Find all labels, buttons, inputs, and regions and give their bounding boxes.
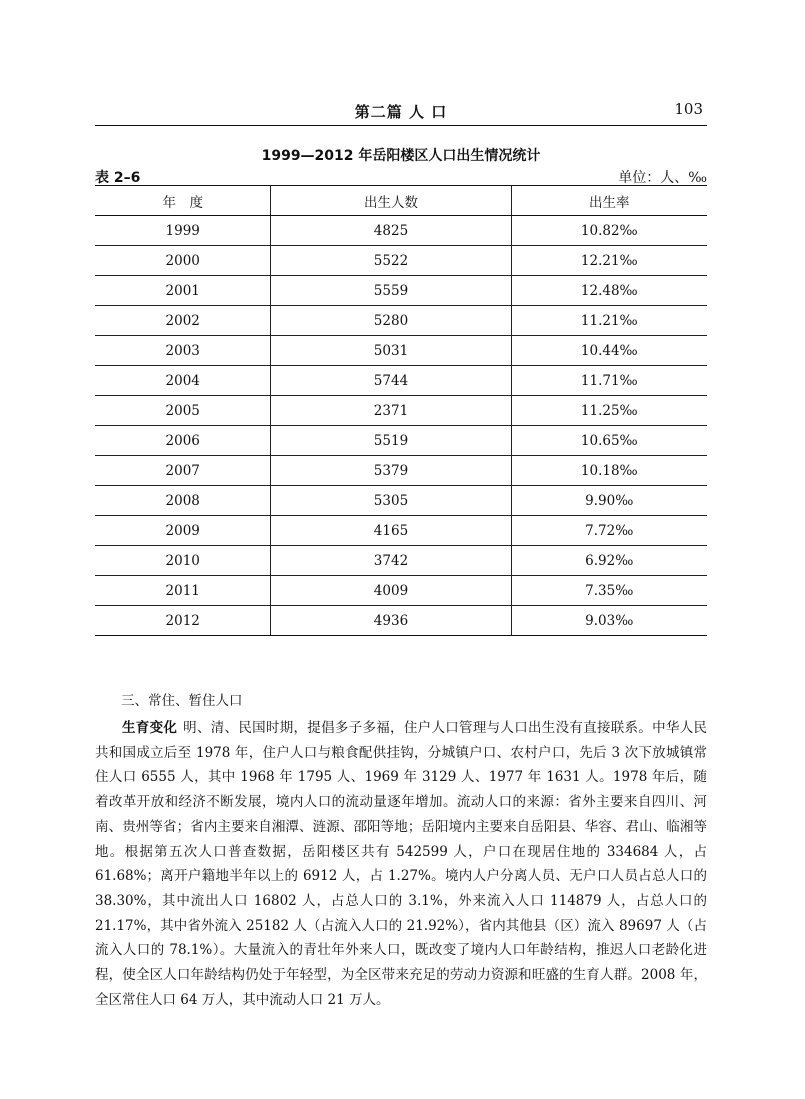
table-row (95, 276, 707, 306)
year-cell: 2003 (95, 336, 271, 366)
year-cell: 2011 (95, 576, 271, 606)
column-header-birth-rate: 出生率 (511, 186, 707, 216)
birth-rate-cell: 11.21‰ (511, 306, 707, 336)
table-title: 1999—2012 年岳阳楼区人口出生情况统计 (261, 148, 541, 164)
birth-rate-cell: 7.72‰ (511, 516, 707, 546)
year-cell: 1999 (95, 216, 271, 246)
births-cell: 4825 (271, 216, 511, 246)
births-cell: 5031 (271, 336, 511, 366)
births-cell: 5280 (271, 306, 511, 336)
table-row (95, 396, 707, 426)
birth-rate-cell: 6.92‰ (511, 546, 707, 576)
year-cell: 2009 (95, 516, 271, 546)
birth-rate-cell: 11.71‰ (511, 366, 707, 396)
births-cell: 5744 (271, 366, 511, 396)
table-row (95, 366, 707, 396)
birth-rate-cell: 9.03‰ (511, 606, 707, 636)
births-cell: 2371 (271, 396, 511, 426)
birth-rate-cell: 9.90‰ (511, 486, 707, 516)
column-header-births: 出生人数 (271, 186, 511, 216)
births-cell: 5519 (271, 426, 511, 456)
paragraph-lead: 生育变化 (122, 720, 178, 736)
birth-rate-cell: 7.35‰ (511, 576, 707, 606)
table-row (95, 486, 707, 516)
table-code: 表 2–6 (95, 170, 141, 186)
table-row (95, 426, 707, 456)
section-heading: 三、常住、暂住人口 (121, 693, 243, 709)
births-cell: 5559 (271, 276, 511, 306)
birth-statistics-table (95, 185, 707, 636)
birth-rate-cell: 11.25‰ (511, 396, 707, 426)
table-row (95, 246, 707, 276)
year-cell: 2005 (95, 396, 271, 426)
chapter-title: 第二篇 人 口 (354, 103, 448, 121)
births-cell: 5522 (271, 246, 511, 276)
births-cell: 4009 (271, 576, 511, 606)
table-row (95, 546, 707, 576)
year-cell: 2002 (95, 306, 271, 336)
table-row (95, 606, 707, 636)
birth-rate-cell: 12.21‰ (511, 246, 707, 276)
table-row (95, 456, 707, 486)
births-cell: 4165 (271, 516, 511, 546)
year-cell: 2008 (95, 486, 271, 516)
year-cell: 2012 (95, 606, 271, 636)
paragraph-text: 明、清、民国时期，提倡多子多福，住户人口管理与人口出生没有直接联系。中华人民共和国成立后至 1978 年，住户人口与粮食配供挂钩，分城镇户口、农村户口，先后 3 次下放城镇常住人口 6555 人，其中 1968 年 1795 人、1969 年 3129 人、1977 年 1631 人。1978 年后，随着改革开放和经济不断发展，境内人口的流动量逐年增加。流动人口的来源：省外主要来自四川、河南、贵州等省；省内主要来自湘潭、涟源、邵阳等地；岳阳境内主要来自岳阳县、华容、君山、临湘等地。根据第五次人口普查数据，岳阳楼区共有 542599 人，户口在现居住地的 334684 人，占 61.68%；离开户籍地半年以上的 6912 人，占 1.27%。境内人户分离人员、无户口人员占总人口的 38.30%，其中流出人口 16802 人，占总人口的 3.1%，外来流入人口 114879 人，占总人口的 21.17%，其中省外流入 25182 人（占流入人口的 21.92%），省内其他县（区）流入 89697 人（占流入人口的 78.1%）。大量流入的青壮年外来人口，既改变了境内人口年龄结构，推迟人口老龄化进程，使全区人口年龄结构仍处于年轻型，为全区带来充足的劳动力资源和旺盛的生育人群。2008 年，全区常住人口 64 万人，其中流动人口 21 万人。 (95, 720, 707, 1008)
table-unit: 单位：人、‰ (618, 170, 707, 186)
births-cell: 4936 (271, 606, 511, 636)
births-cell: 3742 (271, 546, 511, 576)
table-row (95, 306, 707, 336)
birth-rate-cell: 10.65‰ (511, 426, 707, 456)
table-header-row (95, 186, 707, 216)
birth-rate-cell: 12.48‰ (511, 276, 707, 306)
year-cell: 2001 (95, 276, 271, 306)
column-header-year: 年 度 (95, 186, 271, 216)
table-row (95, 216, 707, 246)
year-cell: 2000 (95, 246, 271, 276)
birth-rate-cell: 10.44‰ (511, 336, 707, 366)
running-header (95, 97, 707, 126)
table-row (95, 576, 707, 606)
body-paragraph (95, 716, 707, 1012)
page-number: 103 (674, 100, 703, 118)
table-row (95, 336, 707, 366)
births-cell: 5379 (271, 456, 511, 486)
year-cell: 2004 (95, 366, 271, 396)
births-cell: 5305 (271, 486, 511, 516)
year-cell: 2006 (95, 426, 271, 456)
table-body (95, 216, 707, 636)
year-cell: 2007 (95, 456, 271, 486)
table-row (95, 516, 707, 546)
year-cell: 2010 (95, 546, 271, 576)
birth-rate-cell: 10.82‰ (511, 216, 707, 246)
birth-rate-cell: 10.18‰ (511, 456, 707, 486)
